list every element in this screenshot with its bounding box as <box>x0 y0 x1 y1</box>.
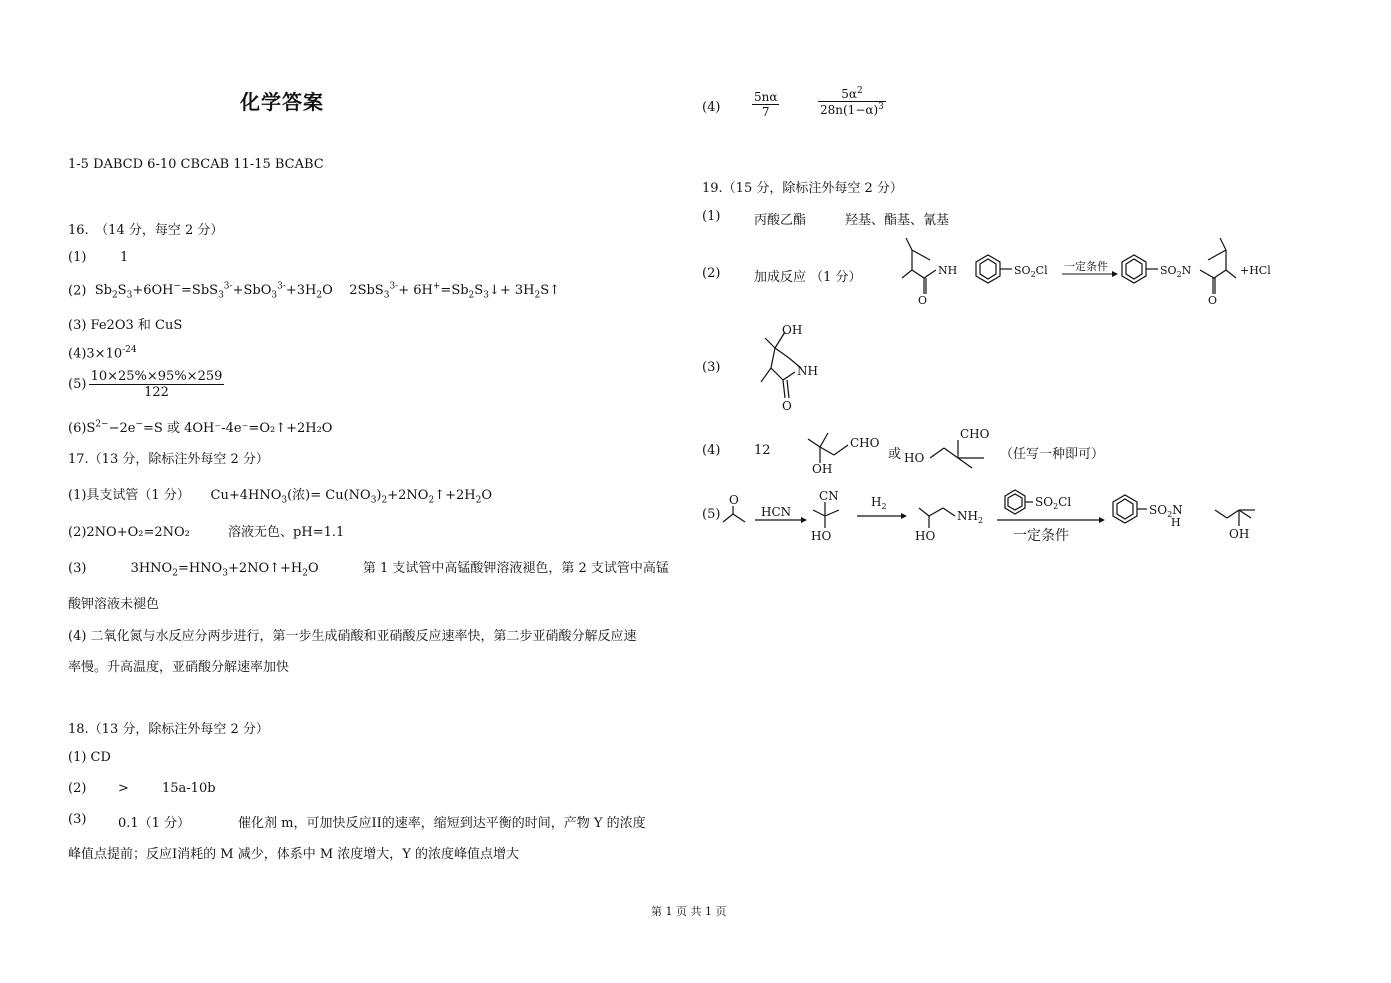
q17-3-observation: 第 1 支试管中高锰酸钾溶液褪色，第 2 支试管中高锰 <box>362 561 669 576</box>
q17-2 <box>68 521 344 540</box>
q19-2-reaction-diagram <box>890 238 1290 318</box>
svg-text:OH: OH <box>1229 527 1250 541</box>
q19-5-condition: 一定条件 <box>1013 528 1069 544</box>
q19-3-label: (3) <box>702 360 721 375</box>
q16-6-part-b: 或 4OH⁻-4e⁻=O₂↑+2H₂O <box>166 421 333 436</box>
multiple-choice-answers: 1-5 DABCD 6-10 CBCAB 11-15 BCABC <box>68 157 324 172</box>
benzene-ring <box>976 255 1012 283</box>
q18-1: (1) CD <box>68 750 111 765</box>
q19-2-condition: 一定条件 <box>1064 260 1108 273</box>
q19-5-synthesis-route <box>715 488 1285 548</box>
svg-text:HO: HO <box>915 529 936 543</box>
q19-1-answer-a: 丙酸乙酯 <box>754 213 807 228</box>
q16-6: $(6)S^{2-}-2e^-=S$ 或 4OH⁻-4e⁻=O₂↑+2H₂O <box>68 419 333 436</box>
q18-3-label: (3) <box>68 812 87 827</box>
q17-3 <box>68 557 669 579</box>
q17-1-equation: $Cu+4HNO_3$(浓)= $Cu(NO_3)_2+2NO_2↑+2H_2O$ <box>193 488 492 506</box>
q17-2-equation: (2)2NO+O₂=2NO₂ <box>68 525 190 540</box>
q17-1 <box>68 484 492 506</box>
q18-2-label: (2) <box>68 781 87 796</box>
q16-4-exp: -24 <box>122 345 137 355</box>
q19-4-or: 或 <box>888 447 902 462</box>
q19-5-reagent-hcn: HCN <box>761 505 792 519</box>
q19-2-byproduct: +HCl <box>1240 264 1271 277</box>
svg-text:CHO: CHO <box>850 436 880 450</box>
q18-4-fraction-1 <box>752 90 779 119</box>
q18-3-answer-b: 催化剂 m，可加快反应II的速率，缩短到达平衡的时间，产物 Y 的浓度 <box>238 816 646 831</box>
svg-text:HO: HO <box>811 529 832 543</box>
svg-text:SO2Cl: $SO_2Cl$ <box>1014 264 1048 279</box>
q16-2 <box>68 282 560 301</box>
svg-text:SO2Cl: $SO_2Cl$ <box>1035 495 1072 511</box>
q18-4-f2-denominator: 28n(1−α) <box>820 103 879 117</box>
q18-2-answer-a: > <box>118 781 129 796</box>
q18-2-answer-b: 15a-10b <box>162 781 216 796</box>
svg-text:H2: $H_2$ <box>871 495 887 511</box>
svg-text:CN: CN <box>819 489 839 503</box>
q18-3-answer-c: 峰值点提前；反应I消耗的 M 减少，体系中 M 浓度增大，Y 的浓度峰值点增大 <box>68 847 520 862</box>
q16-5 <box>68 369 224 400</box>
svg-text:HO: HO <box>904 451 925 465</box>
q19-2-answer: 加成反应 （1 分） <box>754 270 862 285</box>
q16-5-label: (5) <box>68 377 87 392</box>
q19-4-label: (4) <box>702 443 721 458</box>
svg-text:OH: OH <box>812 462 833 476</box>
q19-4-structure-1 <box>800 425 890 475</box>
q19-5-label: (5) <box>702 507 721 522</box>
q19-header: 19.（15 分，除标注外每空 2 分） <box>702 181 903 196</box>
q16-4-base: (4)3×10 <box>68 346 123 362</box>
q18-4-fraction-2: $\frac{5\alpha^2}{28n(1-\alpha)^3}$ <box>820 86 884 117</box>
q18-4-f1-numerator: 5nα <box>754 90 778 104</box>
q17-4-cont: 率慢。升高温度，亚硝酸分解速率加快 <box>68 660 290 675</box>
svg-text:O: O <box>729 493 739 507</box>
svg-text:NH2: $NH_2$ <box>957 509 984 525</box>
q19-1-answer-b: 羟基、酯基、氰基 <box>845 213 950 228</box>
q19-4-answer: 12 <box>754 443 771 458</box>
q17-3-observation-cont: 酸钾溶液未褪色 <box>68 597 160 612</box>
svg-text:OH: OH <box>782 323 803 337</box>
q17-2-observation: 溶液无色、pH=1.1 <box>228 525 345 540</box>
q19-4-structure-2 <box>904 422 1004 472</box>
page-title: 化学答案 <box>240 90 324 114</box>
q17-1-label: (1)具支试管（1 分） <box>68 488 190 503</box>
svg-text:SO2N: $SO_2N$ <box>1160 264 1192 279</box>
svg-text:O: O <box>1208 294 1218 307</box>
q17-3-label: (3) <box>68 561 87 576</box>
q18-4-label: (4) <box>702 100 721 115</box>
q18-4-f1-denominator: 7 <box>761 105 770 119</box>
q16-3: (3) Fe2O3 和 CuS <box>68 318 183 333</box>
q16-5-denominator: 122 <box>144 385 169 400</box>
q19-1-label: (1) <box>702 209 721 224</box>
q16-5-numerator: 10×25%×95%×259 <box>90 369 223 384</box>
q19-3-structure <box>755 320 835 415</box>
q18-4-f2-numerator: 5α <box>841 87 857 101</box>
page-footer: 第 1 页 共 1 页 <box>651 905 727 918</box>
q16-1-label: (1) <box>68 250 87 265</box>
svg-text:H: H <box>1171 516 1181 529</box>
svg-text:NH: NH <box>797 364 818 378</box>
q16-header: 16. （14 分，每空 2 分） <box>68 223 224 238</box>
svg-text:O: O <box>918 294 928 307</box>
q16-2-equation: $Sb_2S_3+6OH^-=SbS_3^{3-}+SbO_3^{3-}+3H_2O$ $2SbS_3^{3-}+ 6H^+=Sb_2S_3↓+$ $3H_2S↑$ <box>90 282 560 301</box>
q16-6-part-a: (6)S <box>68 421 96 436</box>
svg-text:SO2N: $SO_2N$ <box>1149 503 1183 519</box>
svg-text:NH: NH <box>938 264 958 277</box>
svg-text:O: O <box>782 399 792 413</box>
q17-4: (4) 二氧化氮与水反应分两步进行，第一步生成硝酸和亚硝酸反应速率快，第二步亚硝酸分解反应速 <box>68 629 637 644</box>
q16-4 <box>68 345 137 361</box>
q17-3-equation: $3HNO_2=HNO_3+2NO↑+H_2O$ <box>130 561 319 579</box>
svg-text:CHO: CHO <box>960 427 990 441</box>
q16-1-answer: 1 <box>120 250 129 265</box>
q19-2-label: (2) <box>702 266 721 281</box>
q18-3-answer-a: 0.1（1 分） <box>118 816 191 831</box>
pyridinone-structure <box>902 238 936 294</box>
q17-header: 17.（13 分，除标注外每空 2 分） <box>68 452 269 467</box>
q16-2-label: (2) <box>68 283 87 299</box>
q18-header: 18.（13 分，除标注外每空 2 分） <box>68 722 269 737</box>
q19-5-reagent-h2: H <box>871 495 882 509</box>
q19-4-note: （任写一种即可） <box>1000 447 1105 462</box>
